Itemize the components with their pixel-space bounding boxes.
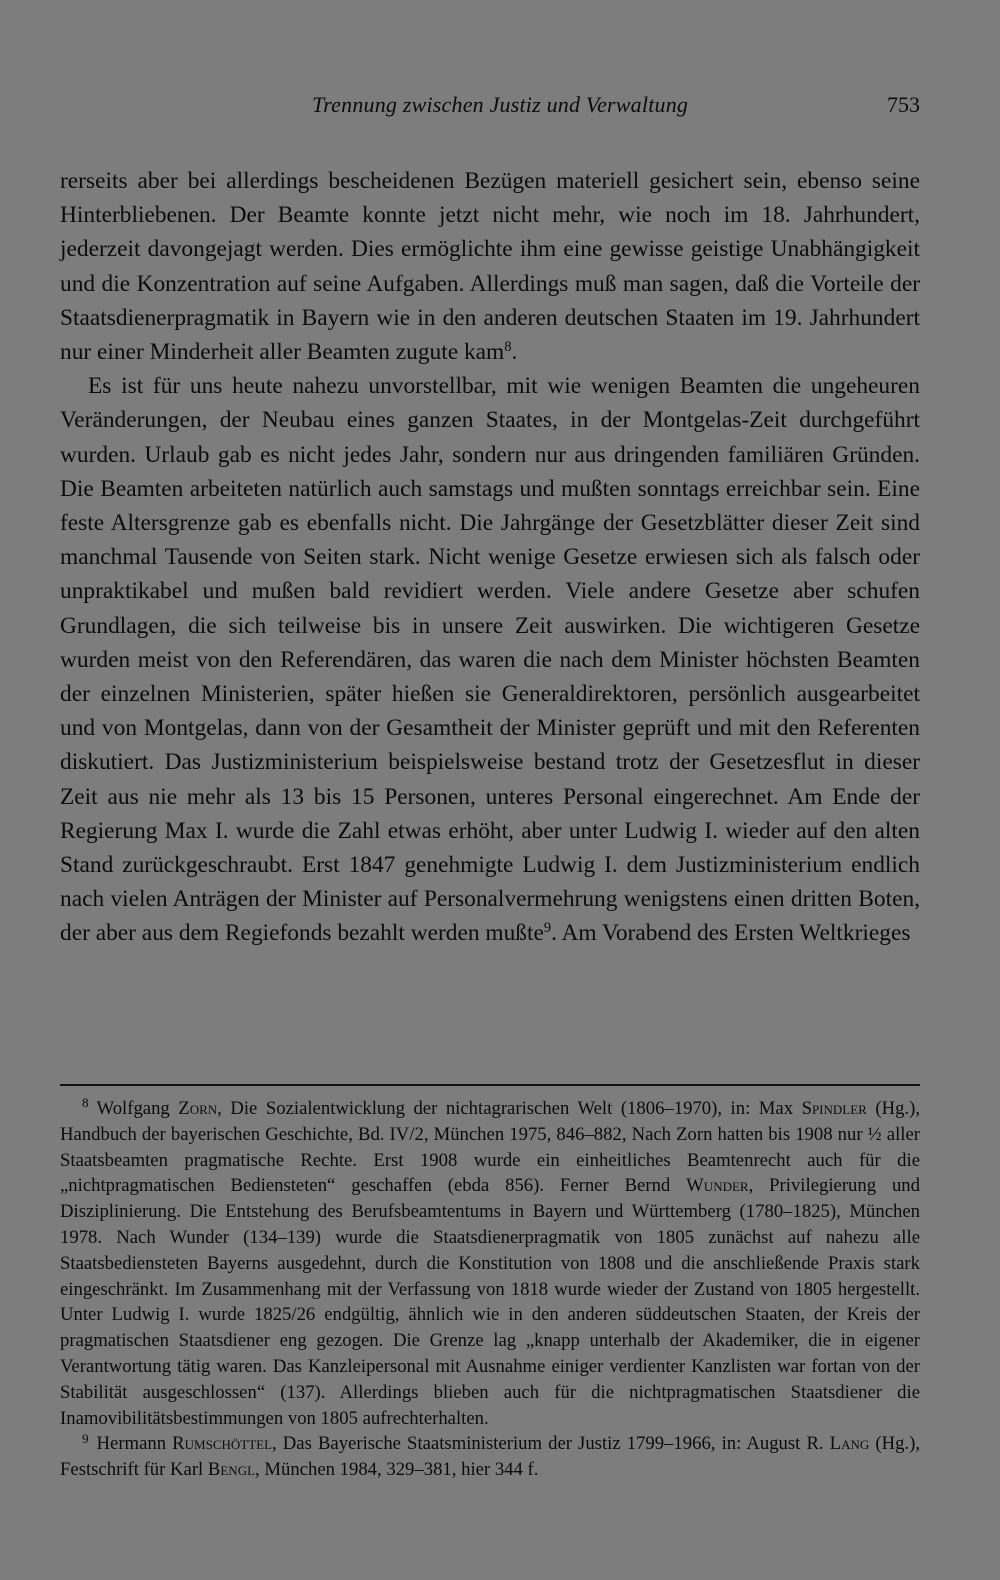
footnote-number: 9 <box>82 1430 89 1446</box>
footnote-text: , Privilegierung und Disziplinierung. Die Entstehung des Berufsbeamtentums in Bayern und Württemberg (1780–1825), München 1978. Nach Wunder (134–139) wurde die Staatsdienerpragmatik von 1805 zunächst auf nahezu alle Staatsbediensteten Bayerns ausgedehnt, durch die Konstitution von 1808 und die anschließende Praxis stark eingeschränkt. Im Zusammenhang mit der Verfassung von 1818 wurde wieder der Zustand von 1805 hergestellt. Unter Ludwig I. wurde 1825/26 endgültig, ähnlich wie in den anderen süddeutschen Staaten, der Kreis der pragmatischen Staatsdiener eng gezogen. Die Grenze lag „knapp unterhalb der Akademiker, die in eigener Verantwortung tätig waren. Das Kanzleipersonal mit Ausnahme einiger verdienter Kanzlisten war fortan von der Stabilität ausgeschlossen“ (137). Allerdings blieben auch für die nichtpragmatischen Staatsdiener die Inamovibilitätsbestimmungen von 1805 aufrechterhalten. <box>60 1175 920 1429</box>
running-title: Trennung zwischen Justiz und Verwaltung <box>312 92 689 117</box>
footnote-text: (Hg.), Festschrift für Karl <box>60 1433 920 1481</box>
body-text <box>60 164 920 951</box>
footnote-ref-9: 9 <box>543 920 552 937</box>
author-name: Spindler <box>801 1098 867 1119</box>
paragraph-2 <box>60 369 920 950</box>
running-header <box>60 92 920 124</box>
footnote-8 <box>60 1096 920 1431</box>
footnote-text: , Die Sozialentwicklung der nichtagrarischen Welt (1806–1970), in: Max <box>217 1098 794 1119</box>
footnote-text: , München 1984, 329–381, hier 344 f. <box>255 1459 539 1481</box>
paragraph-2-end: . Am Vorabend des Ersten Weltkrieges <box>551 920 911 947</box>
author-name: Wunder <box>686 1175 749 1197</box>
footnote-text: , Das Bayerische Staatsministerium der Justiz 1799–1966, in: August R. <box>272 1433 824 1455</box>
footnote-9 <box>60 1431 920 1483</box>
footnote-separator <box>60 1084 920 1086</box>
author-name: Zorn <box>178 1098 218 1119</box>
author-name: Bengl <box>207 1459 256 1481</box>
footnote-text: Wolfgang <box>96 1098 170 1119</box>
paragraph-1-end: . <box>511 339 518 366</box>
author-name: Rumschöttel <box>172 1433 273 1455</box>
footnote-text: Hermann <box>96 1433 167 1455</box>
paragraph-1-text: rerseits aber bei allerdings bescheidenen Bezügen materiell gesichert sein, ebenso seine Hinterbliebenen. Der Beamte konnte jetzt nicht mehr, wie noch im 18. Jahrhundert, jederzeit davongejagt werden. Dies ermöglichte ihm eine gewisse geistige Unabhängigkeit und die Konzentration auf seine Aufgaben. Allerdings muß man sagen, daß die Vorteile der Staatsdienerpragmatik in Bayern wie in den anderen deutschen Staaten im 19. Jahrhundert nur einer Minderheit aller Beamten zugute kam <box>60 168 920 366</box>
paragraph-2-text: Es ist für uns heute nahezu unvorstellbar, mit wie wenigen Beamten die ungeheuren Veränderungen, der Neubau eines ganzen Staates, in der Montgelas-Zeit durchgeführt wurden. Urlaub gab es nicht jedes Jahr, sondern nur aus dringenden familiären Gründen. Die Beamten arbeiteten natürlich auch samstags und mußten sonntags erreichbar sein. Eine feste Altersgrenze gab es ebenfalls nicht. Die Jahrgänge der Gesetzblätter dieser Zeit sind manchmal Tausende von Seiten stark. Nicht wenige Gesetze erwiesen sich als falsch oder unpraktikabel und mußen bald revidiert werden. Viele andere Gesetze aber schufen Grundlagen, die sich teilweise bis in unsere Zeit auswirken. Die wichtigeren Gesetze wurden meist von den Referendären, das waren die nach dem Minister höchsten Beamten der einzelnen Ministerien, später hießen sie Generaldirektoren, persönlich ausgearbeitet und von Montgelas, dann von der Gesamtheit der Minister geprüft und mit den Referenten diskutiert. Das Justizministerium beispielsweise bestand trotz der Gesetzesflut in dieser Zeit aus nie mehr als 13 bis 15 Personen, unteres Personal eingerechnet. Am Ende der Regierung Max I. wurde die Zahl etwas erhöht, aber unter Ludwig I. wieder auf den alten Stand zurückgeschraubt. Erst 1847 genehmigte Ludwig I. dem Justizministerium endlich nach vielen Anträgen der Minister auf Personalvermehrung wenigstens einen dritten Boten, der aber aus dem Regiefonds bezahlt werden mußte <box>60 373 920 947</box>
page-number: 753 <box>887 92 920 117</box>
author-name: Lang <box>829 1433 870 1455</box>
footnote-ref-8: 8 <box>504 339 512 356</box>
paragraph-1 <box>60 164 920 369</box>
footnote-text: (Hg.), Handbuch der bayerischen Geschichte, Bd. IV/2, München 1975, 846–882, Nach Zorn hatten bis 1908 nur ½ aller Staatsbeamten pragmatische Rechte. Erst 1908 wurde ein einheitliches Beamtenrecht auch für die „nichtpragmatischen Bediensteten“ geschaffen (ebda 856). Ferner Bernd <box>60 1098 921 1197</box>
footnotes <box>60 1096 920 1483</box>
footnote-number: 8 <box>82 1095 89 1111</box>
